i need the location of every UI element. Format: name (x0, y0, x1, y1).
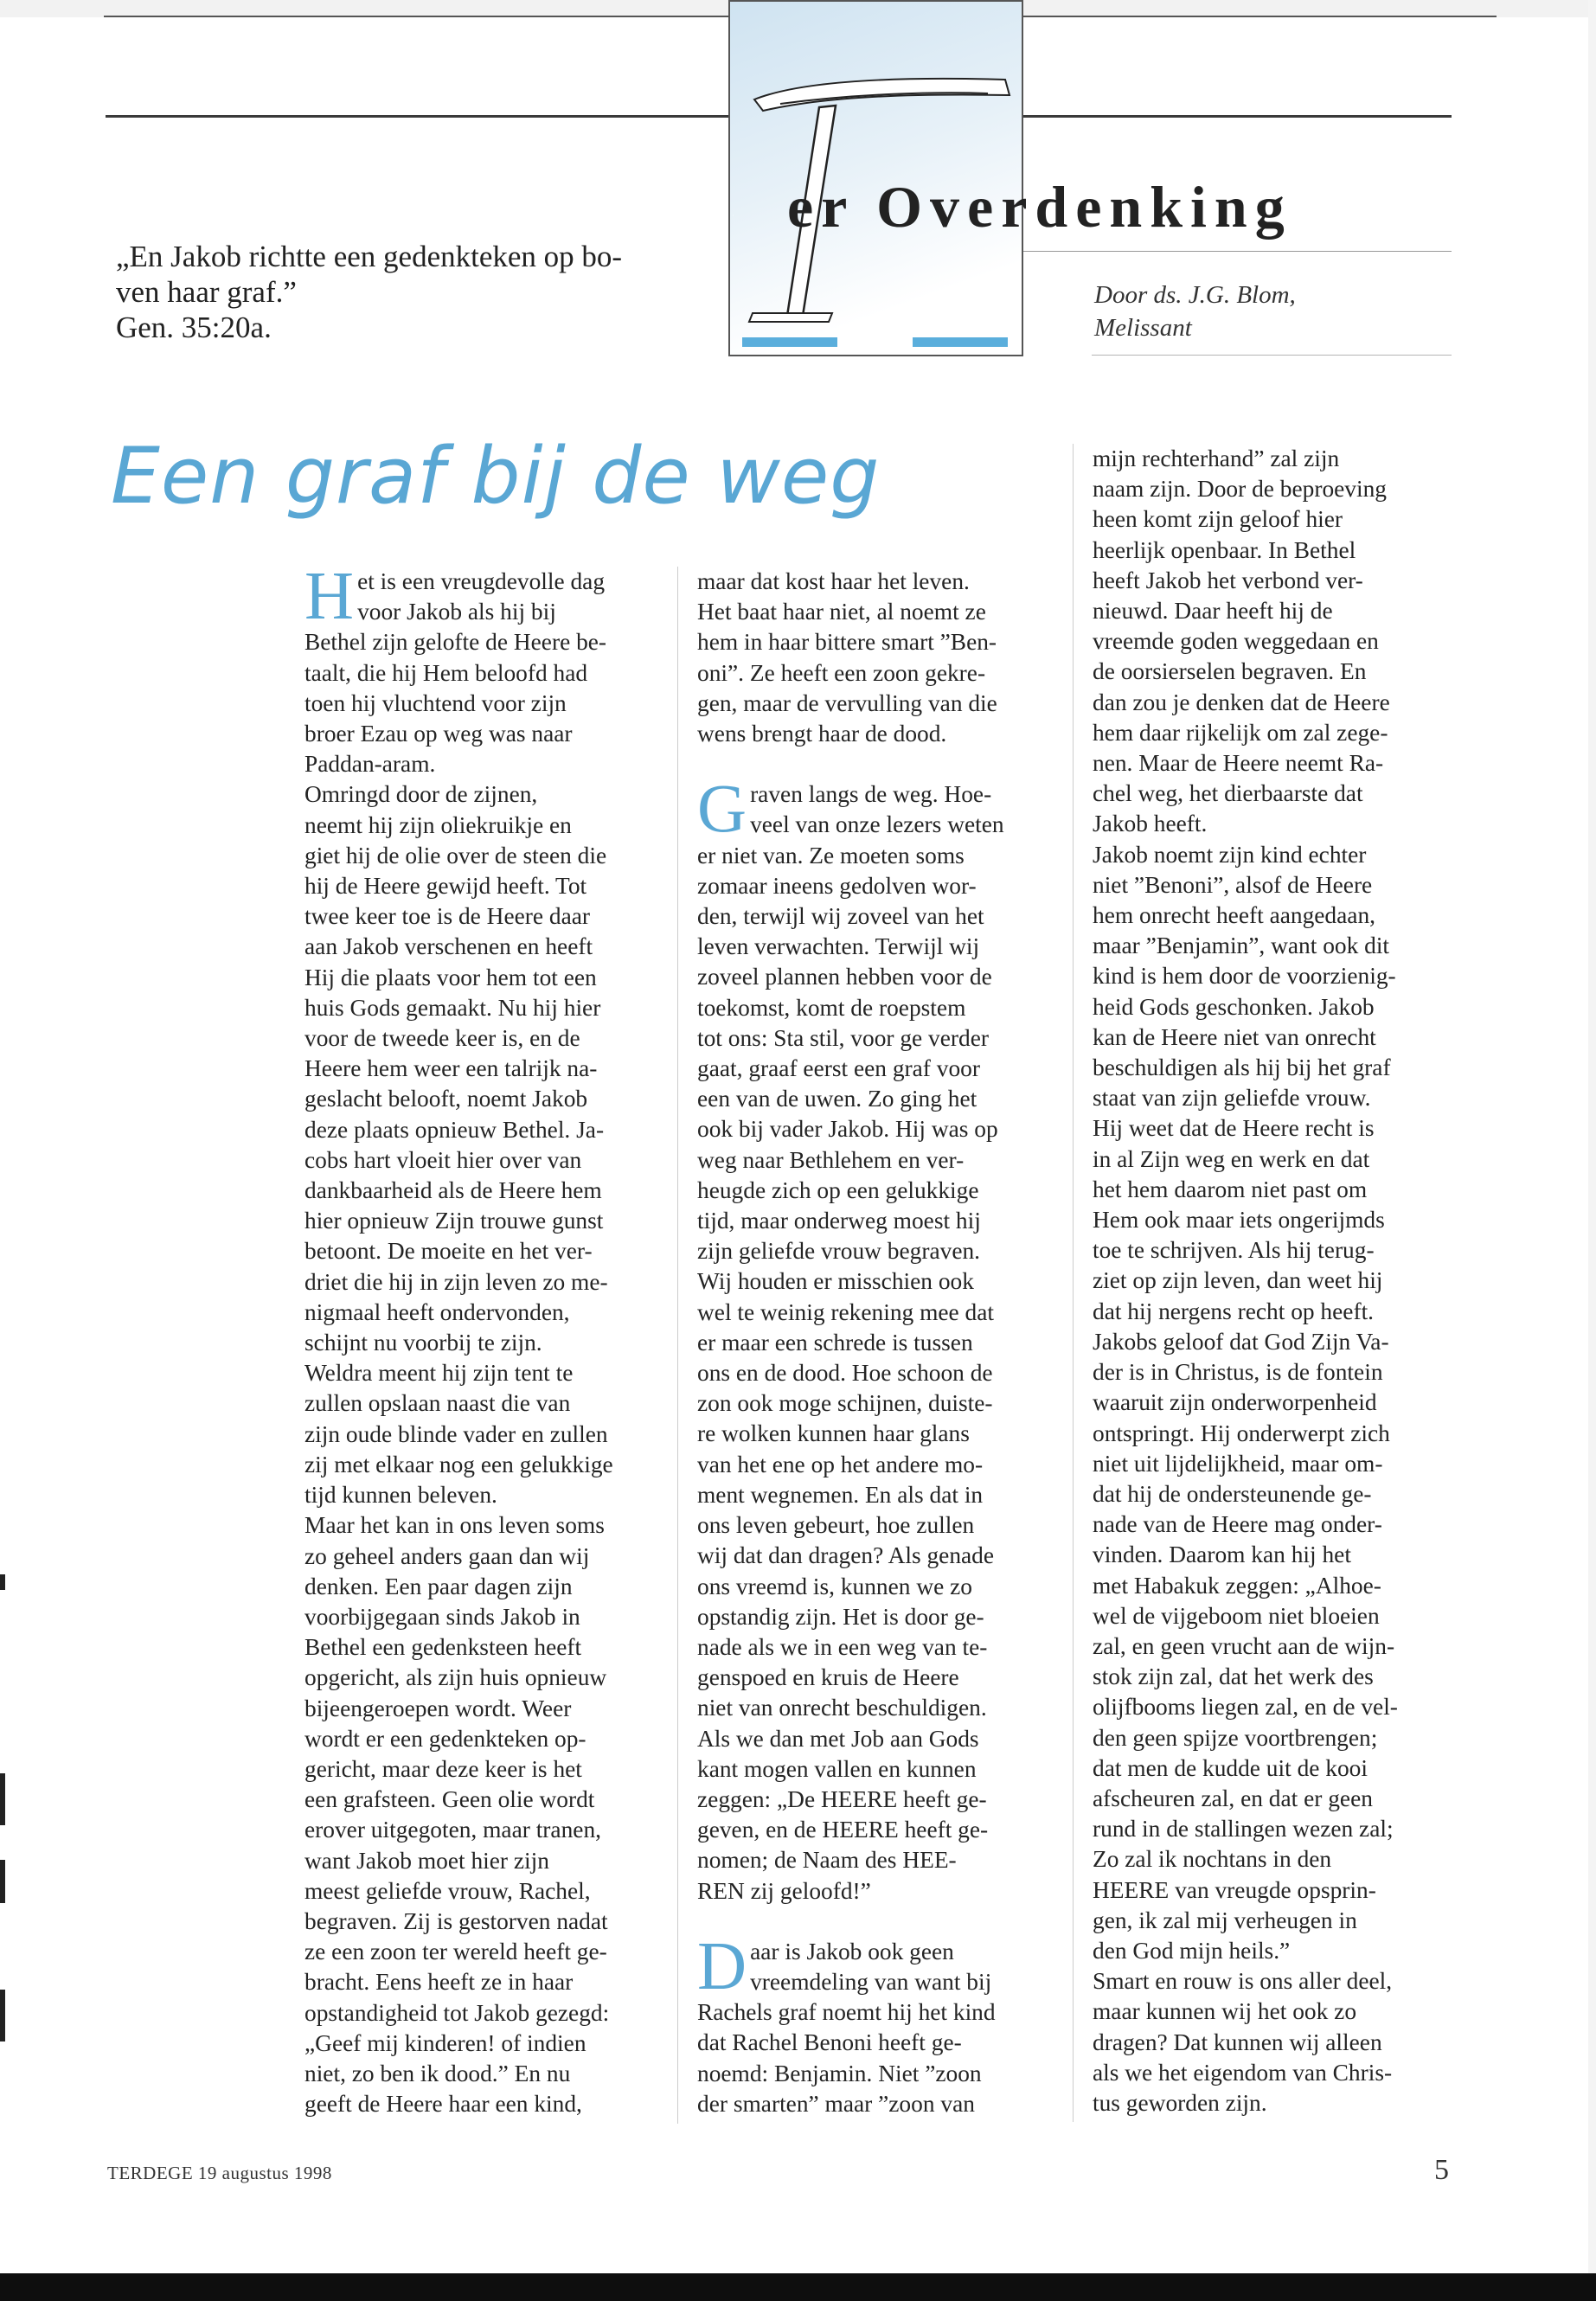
drop-cap: G (697, 772, 747, 848)
column-divider (677, 567, 678, 2124)
text-line: ment wegnemen. En als dat in (697, 1481, 984, 1508)
text-line: geeft de Heere haar een kind, (304, 2091, 582, 2118)
paragraph (1093, 444, 1452, 840)
text-line: toekomst, komt de roepstem (697, 994, 966, 1021)
paragraph (304, 779, 663, 1358)
scan-mark (0, 1773, 5, 1825)
text-line: raven langs de weg. Hoe- (750, 781, 992, 808)
text-line: oni”. Ze heeft een zoon gekre- (697, 659, 986, 686)
text-line: dankbaarheid als de Heere hem (304, 1177, 602, 1204)
column-title (787, 173, 1393, 241)
text-line: afscheuren zal, en dat er geen (1093, 1785, 1373, 1811)
text-line: aan Jakob verschenen en heeft (304, 933, 593, 960)
paragraph (697, 567, 1056, 749)
text-line: opstandig zijn. Het is door ge- (697, 1603, 984, 1630)
text-line: vinden. Daarom kan hij het (1093, 1541, 1351, 1568)
text-line: wel de vijgeboom niet bloeien (1093, 1602, 1380, 1629)
quote-line: Gen. 35:20a. (116, 311, 272, 344)
paragraph (697, 1266, 1056, 1906)
text-line: hem onrecht heeft aangedaan, (1093, 902, 1375, 929)
text-line: Hij die plaats voor hem tot een (304, 964, 597, 990)
text-line: den God mijn heils.” (1093, 1937, 1291, 1964)
drop-cap: H (304, 559, 355, 634)
author-line: Melissant (1094, 314, 1192, 342)
text-line: giet hij de olie over de steen die (304, 842, 607, 868)
text-line: gen, ik zal mij verheugen in (1093, 1907, 1357, 1933)
paragraph (1093, 840, 1452, 1114)
text-line: wel te weinig rekening mee dat (697, 1298, 995, 1325)
text-line: zij met elkaar nog een gelukkige (304, 1451, 613, 1477)
text-line: voorbijgegaan sinds Jakob in (304, 1603, 580, 1630)
page-number: 5 (1434, 2154, 1449, 2186)
text-line: heerlijk openbaar. In Bethel (1093, 536, 1356, 563)
paragraph (1093, 1113, 1452, 1326)
article-column-1 (304, 559, 663, 2119)
scan-right-edge (1588, 0, 1596, 2301)
text-line: als we het eigendom van Chris- (1093, 2059, 1393, 2086)
text-line: betoont. De moeite en het ver- (304, 1238, 593, 1265)
text-line: olijfbooms liegen zal, en de vel- (1093, 1694, 1398, 1721)
text-line: ziet op zijn leven, dan weet hij (1093, 1267, 1383, 1294)
text-line: rund in de stallingen wezen zal; (1093, 1816, 1394, 1843)
text-line: opstandigheid tot Jakob gezegd: (304, 1999, 610, 2026)
scan-mark (0, 1574, 5, 1590)
text-line: Bethel zijn gelofte de Heere be- (304, 629, 607, 656)
text-line: mijn rechterhand” zal zijn (1093, 445, 1340, 471)
text-line: „Geef mij kinderen! of indien (304, 2029, 586, 2056)
text-line: er maar een schrede is tussen (697, 1329, 973, 1356)
text-line: heugde zich op een gelukkige (697, 1176, 979, 1203)
text-line: het hem daarom niet past om (1093, 1176, 1368, 1202)
column-initial: T (733, 215, 734, 217)
drop-cap: D (697, 1928, 747, 2004)
publication-footer: TERDEGE 19 augustus 1998 (107, 2163, 332, 2183)
text-line: broer Ezau op weg was naar (304, 721, 573, 747)
author-byline (1094, 279, 1458, 344)
text-line: gen, maar de vervulling van die (697, 689, 997, 716)
text-line: zo geheel anders gaan dan wij (304, 1542, 590, 1569)
text-line: zullen opslaan naast die van (304, 1390, 571, 1417)
text-line: neemt hij zijn oliekruikje en (304, 811, 572, 838)
text-line: niet, zo ben ik dood.” En nu (304, 2060, 571, 2086)
scan-mark (0, 1860, 5, 1903)
text-line: zal, en geen vrucht aan de wijn- (1093, 1632, 1395, 1659)
author-line: Door ds. J.G. Blom, (1094, 281, 1296, 309)
scripture-quote (116, 239, 670, 345)
text-line: aar is Jakob ook geen (750, 1938, 954, 1965)
paragraph (304, 1358, 663, 1510)
text-line: vreemdeling van want bij (750, 1968, 992, 1995)
text-line: hier opnieuw Zijn trouwe gunst (304, 1208, 604, 1234)
text-line: waaruit zijn onderworpenheid (1093, 1389, 1377, 1416)
title-rule (1023, 251, 1452, 252)
text-line: maar dat kost haar het leven. (697, 568, 970, 594)
paragraph-gap (697, 1907, 1056, 1937)
text-line: wens brengt haar de dood. (697, 721, 947, 747)
text-line: niet uit lijdelijkheid, maar om- (1093, 1450, 1383, 1477)
text-line: Wij houden er misschien ook (697, 1268, 974, 1295)
scan-bottom-edge (0, 2273, 1596, 2301)
text-line: Jakob heeft. (1093, 811, 1208, 837)
text-line: ook bij vader Jakob. Hij was op (697, 1116, 998, 1143)
text-line: met Habakuk zeggen: „Alhoe- (1093, 1572, 1381, 1599)
text-line: maar kunnen wij het ook zo (1093, 1998, 1357, 2025)
text-line: kan de Heere niet van onrecht (1093, 1023, 1376, 1050)
text-line: huis Gods gemaakt. Nu hij hier (304, 994, 601, 1021)
text-line: gericht, maar deze keer is het (304, 1755, 582, 1782)
text-line: van het ene op het andere mo- (697, 1451, 984, 1477)
text-line: genspoed en kruis de Heere (697, 1664, 959, 1691)
text-line: begraven. Zij is gestorven nadat (304, 1907, 608, 1934)
text-line: noemd: Benjamin. Niet ”zoon (697, 2060, 982, 2086)
text-line: nomen; de Naam des HEE- (697, 1847, 957, 1874)
text-line: Jakob noemt zijn kind echter (1093, 841, 1367, 868)
text-line: dat Rachel Benoni heeft ge- (697, 2029, 962, 2056)
text-line: schijnt nu voorbij te zijn. (304, 1330, 542, 1356)
text-line: leven verwachten. Terwijl wij (697, 933, 980, 960)
text-line: zijn oude blinde vader en zullen (304, 1420, 608, 1447)
text-line: zon ook moge schijnen, duiste- (697, 1390, 993, 1417)
text-line: beschuldigen als hij bij het graf (1093, 1054, 1391, 1081)
text-line: twee keer toe is de Heere daar (304, 903, 591, 930)
text-line: weg naar Bethlehem en ver- (697, 1146, 965, 1173)
text-line: zijn geliefde vrouw begraven. (697, 1238, 981, 1265)
text-line: veel van onze lezers weten (750, 811, 1004, 838)
paragraph (1093, 1327, 1452, 1966)
text-line: want Jakob moet hier zijn (304, 1847, 549, 1874)
text-line: ons vreemd is, kunnen we zo (697, 1573, 972, 1599)
text-line: zoveel plannen hebben voor de (697, 964, 992, 990)
text-line: Hij weet dat de Heere recht is (1093, 1115, 1375, 1142)
text-line: Als we dan met Job aan Gods (697, 1725, 979, 1752)
text-line: heen komt zijn geloof hier (1093, 506, 1343, 533)
text-line: dragen? Dat kunnen wij alleen (1093, 2029, 1382, 2055)
paragraph-gap (697, 749, 1056, 779)
text-line: zeggen: „De HEERE heeft ge- (697, 1785, 987, 1812)
text-line: deze plaats opnieuw Bethel. Ja- (304, 1116, 605, 1143)
author-rule (1092, 355, 1452, 356)
text-line: dan zou je denken dat de Heere (1093, 689, 1390, 715)
text-line: niet van onrecht beschuldigen. (697, 1695, 987, 1721)
text-line: toen hij vluchtend voor zijn (304, 689, 567, 716)
text-line: voor Jakob als hij bij (357, 599, 556, 625)
text-line: Zo zal ik nochtans in den (1093, 1846, 1332, 1873)
text-line: Heere hem weer een talrijk na- (304, 1055, 598, 1082)
text-line: tijd, maar onderweg moest hij (697, 1208, 981, 1234)
text-line: Hem ook maar iets ongerijmds (1093, 1207, 1385, 1234)
header-rule-left (106, 115, 728, 118)
scan-mark (0, 1990, 5, 2041)
text-line: dat men de kudde uit de kooi (1093, 1754, 1368, 1781)
text-line: heid Gods geschonken. Jakob (1093, 993, 1375, 1020)
text-line: tus geworden zijn. (1093, 2089, 1267, 2116)
text-line: tijd kunnen beleven. (304, 1482, 497, 1509)
text-line: taalt, die hij Hem beloofd had (304, 659, 588, 686)
text-line: driet die hij in zijn leven zo me- (304, 1268, 608, 1295)
text-line: nieuwd. Daar heeft hij de (1093, 598, 1333, 625)
text-line: den geen spijze voortbrengen; (1093, 1724, 1378, 1751)
text-line: Paddan-aram. (304, 751, 436, 778)
text-line: bijeengeroepen wordt. Weer (304, 1695, 572, 1721)
text-line: Rachels graf noemt hij het kind (697, 1999, 996, 2026)
text-line: maar ”Benjamin”, want ook dit (1093, 933, 1390, 959)
text-line: nigmaal heeft ondervonden, (304, 1298, 570, 1325)
text-line: de oorsierselen begraven. En (1093, 658, 1367, 685)
column-title-text: er Overdenking (787, 174, 1292, 240)
article-column-3 (1093, 444, 1452, 2118)
text-line: et is een vreugdevolle dag (357, 568, 606, 594)
text-line: een grafsteen. Geen olie wordt (304, 1786, 595, 1813)
header-rule-right (1023, 115, 1452, 118)
text-line: niet ”Benoni”, alsof de Heere (1093, 871, 1373, 898)
text-line: hem in haar bittere smart ”Ben- (697, 629, 997, 656)
text-line: dat hij nergens recht op heeft. (1093, 1298, 1375, 1324)
text-line: heeft Jakob het verbond ver- (1093, 567, 1363, 593)
text-line: hem daar rijkelijk om zal zege- (1093, 719, 1388, 746)
text-line: gaat, graaf eerst een graf voor (697, 1055, 980, 1082)
text-line: zomaar ineens gedolven wor- (697, 872, 977, 899)
paragraph (1093, 1966, 1452, 2118)
text-line: den, terwijl wij zoveel van het (697, 903, 984, 930)
text-line: re wolken kunnen haar glans (697, 1420, 970, 1447)
text-line: Omringd door de zijnen, (304, 781, 538, 808)
text-line: bracht. Eens heeft ze in haar (304, 1969, 574, 1996)
text-line: cobs hart vloeit hier over van (304, 1146, 582, 1173)
text-line: Het baat haar niet, al noemt ze (697, 599, 986, 625)
text-line: nade van de Heere mag onder- (1093, 1511, 1382, 1538)
text-line: een van de uwen. Zo ging het (697, 1086, 977, 1112)
paragraph (304, 1510, 663, 2119)
text-line: nade als we in een weg van te- (697, 1633, 988, 1660)
text-line: ze een zoon ter wereld heeft ge- (304, 1939, 607, 1965)
text-line: naam zijn. Door de beproeving (1093, 476, 1387, 503)
text-line: staat van zijn geliefde vrouw. (1093, 1085, 1371, 1112)
text-line: HEERE van vreugde opsprin- (1093, 1876, 1376, 1903)
paragraph (697, 772, 1056, 1266)
text-line: nen. Maar de Heere neemt Ra- (1093, 750, 1384, 777)
text-line: kant mogen vallen en kunnen (697, 1755, 977, 1782)
text-line: der is in Christus, is de fontein (1093, 1359, 1383, 1386)
text-line: Smart en rouw is ons aller deel, (1093, 1968, 1393, 1995)
text-line: Maar het kan in ons leven soms (304, 1512, 605, 1539)
text-line: vreemde goden weggedaan en (1093, 628, 1379, 655)
text-line: opgericht, als zijn huis opnieuw (304, 1664, 607, 1691)
text-line: toe te schrijven. Als hij terug- (1093, 1237, 1375, 1264)
text-line: Weldra meent hij zijn tent te (304, 1360, 574, 1387)
text-line: denken. Een paar dagen zijn (304, 1573, 573, 1599)
text-line: er niet van. Ze moeten soms (697, 842, 965, 868)
text-line: ons leven gebeurt, hoe zullen (697, 1512, 975, 1539)
text-line: wij dat dan dragen? Als genade (697, 1542, 995, 1569)
text-line: in al Zijn weg en werk en dat (1093, 1145, 1370, 1172)
paragraph (304, 559, 663, 779)
text-line: ontspringt. Hij onderwerpt zich (1093, 1420, 1390, 1446)
quote-line: „En Jakob richtte een gedenkteken op bo- (116, 240, 623, 273)
text-line: Jakobs geloof dat God Zijn Va- (1093, 1328, 1389, 1355)
paragraph (697, 1928, 1056, 2119)
text-line: hij de Heere gewijd heeft. Tot (304, 873, 587, 900)
text-line: kind is hem door de voorzienig- (1093, 963, 1396, 990)
text-line: der smarten” maar ”zoon van (697, 2090, 975, 2117)
text-line: Bethel een gedenksteen heeft (304, 1634, 582, 1661)
text-line: erover uitgegoten, maar tranen, (304, 1817, 601, 1843)
column-divider (1073, 444, 1074, 2122)
text-line: meest geliefde vrouw, Rachel, (304, 1877, 591, 1904)
quote-line: ven haar graf.” (116, 275, 297, 309)
text-line: dat hij de ondersteunende ge- (1093, 1480, 1372, 1507)
text-line: tot ons: Sta stil, voor ge verder (697, 1024, 990, 1051)
article-column-2 (697, 567, 1056, 2119)
text-line: stok zijn zal, dat het werk des (1093, 1663, 1374, 1690)
text-line: REN zij geloofd!” (697, 1877, 871, 1904)
text-line: geslacht belooft, noemt Jakob (304, 1086, 588, 1112)
text-line: chel weg, het dierbaarste dat (1093, 780, 1363, 807)
text-line: wordt er een gedenkteken op- (304, 1725, 586, 1752)
article-title: Een graf bij de weg (111, 431, 881, 522)
text-line: ons en de dood. Hoe schoon de (697, 1360, 993, 1387)
text-line: voor de tweede keer is, en de (304, 1025, 580, 1052)
text-line: geven, en de HEERE heeft ge- (697, 1817, 989, 1843)
